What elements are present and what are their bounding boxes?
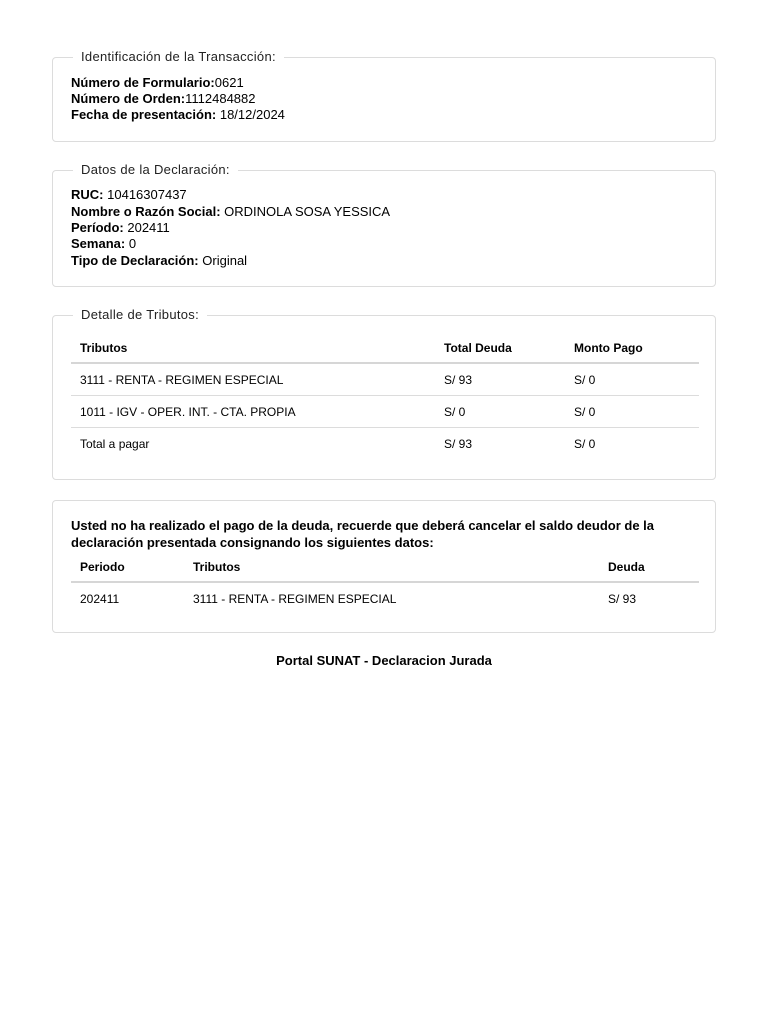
declaration-type-field (71, 253, 247, 269)
total-debt: S/ 0 (444, 405, 466, 419)
header-total-deuda: Total Deuda (444, 341, 512, 355)
declaration-type-label: Tipo de Declaración: (71, 253, 199, 268)
period-value: 202411 (127, 220, 170, 235)
tributes-legend: Detalle de Tributos: (73, 306, 207, 324)
debt-table (71, 551, 699, 615)
order-number-label: Número de Orden: (71, 91, 186, 106)
total-debt: S/ 93 (444, 437, 473, 451)
submission-date-value: 18/12/2024 (219, 107, 285, 122)
total-debt: S/ 93 (444, 373, 473, 387)
debt-tribute: 3111 - RENTA - REGIMEN ESPECIAL (193, 592, 397, 606)
debt-amount: S/ 93 (608, 592, 637, 606)
page-footer: Portal SUNAT - Declaracion Jurada (276, 653, 492, 668)
payment-amount: S/ 0 (574, 437, 596, 451)
ruc-field (71, 187, 187, 203)
week-value: 0 (128, 236, 137, 251)
period-label: Período: (71, 220, 124, 235)
tributes-table-header (71, 332, 699, 364)
declaration-section (52, 162, 716, 287)
tributes-table (71, 332, 699, 460)
week-field (71, 236, 136, 252)
tribute-name: 1011 - IGV - OPER. INT. - CTA. PROPIA (80, 405, 296, 419)
payment-amount: S/ 0 (574, 405, 596, 419)
payment-amount: S/ 0 (574, 373, 596, 387)
table-row-total (71, 428, 699, 460)
form-number-field (71, 75, 244, 91)
declaration-type-value: Original (202, 253, 248, 268)
header-periodo: Periodo (80, 560, 125, 574)
submission-date-label: Fecha de presentación: (71, 107, 217, 122)
business-name-field (71, 204, 390, 220)
form-number-label: Número de Formulario: (71, 75, 215, 90)
total-label: Total a pagar (80, 437, 150, 451)
form-number-value: 0621 (214, 75, 244, 90)
week-label: Semana: (71, 236, 126, 251)
transaction-section (52, 49, 716, 142)
header-tributos: Tributos (80, 341, 128, 355)
header-tributos: Tributos (193, 560, 241, 574)
header-monto-pago: Monto Pago (574, 341, 643, 355)
tribute-name: 3111 - RENTA - REGIMEN ESPECIAL (80, 373, 284, 387)
debt-period: 202411 (80, 592, 120, 606)
order-number-value: 1112484882 (185, 91, 256, 106)
header-deuda: Deuda (608, 560, 645, 574)
table-row (71, 364, 699, 396)
transaction-legend: Identificación de la Transacción: (73, 48, 284, 66)
order-number-field (71, 91, 256, 107)
period-field (71, 220, 170, 236)
business-name-value: ORDINOLA SOSA YESSICA (224, 204, 391, 219)
table-row (71, 583, 699, 615)
tributes-section (52, 307, 716, 480)
submission-date-field (71, 107, 285, 123)
business-name-label: Nombre o Razón Social: (71, 204, 221, 219)
debt-section (52, 500, 716, 633)
ruc-value: 10416307437 (107, 187, 187, 202)
debt-table-header (71, 551, 699, 583)
ruc-label: RUC: (71, 187, 104, 202)
debt-notice: Usted no ha realizado el pago de la deuda, recuerde que deberá cancelar el saldo deudor de la declaración presentada consignando los siguientes datos: (71, 518, 655, 550)
declaration-legend: Datos de la Declaración: (73, 161, 238, 179)
table-row (71, 396, 699, 428)
